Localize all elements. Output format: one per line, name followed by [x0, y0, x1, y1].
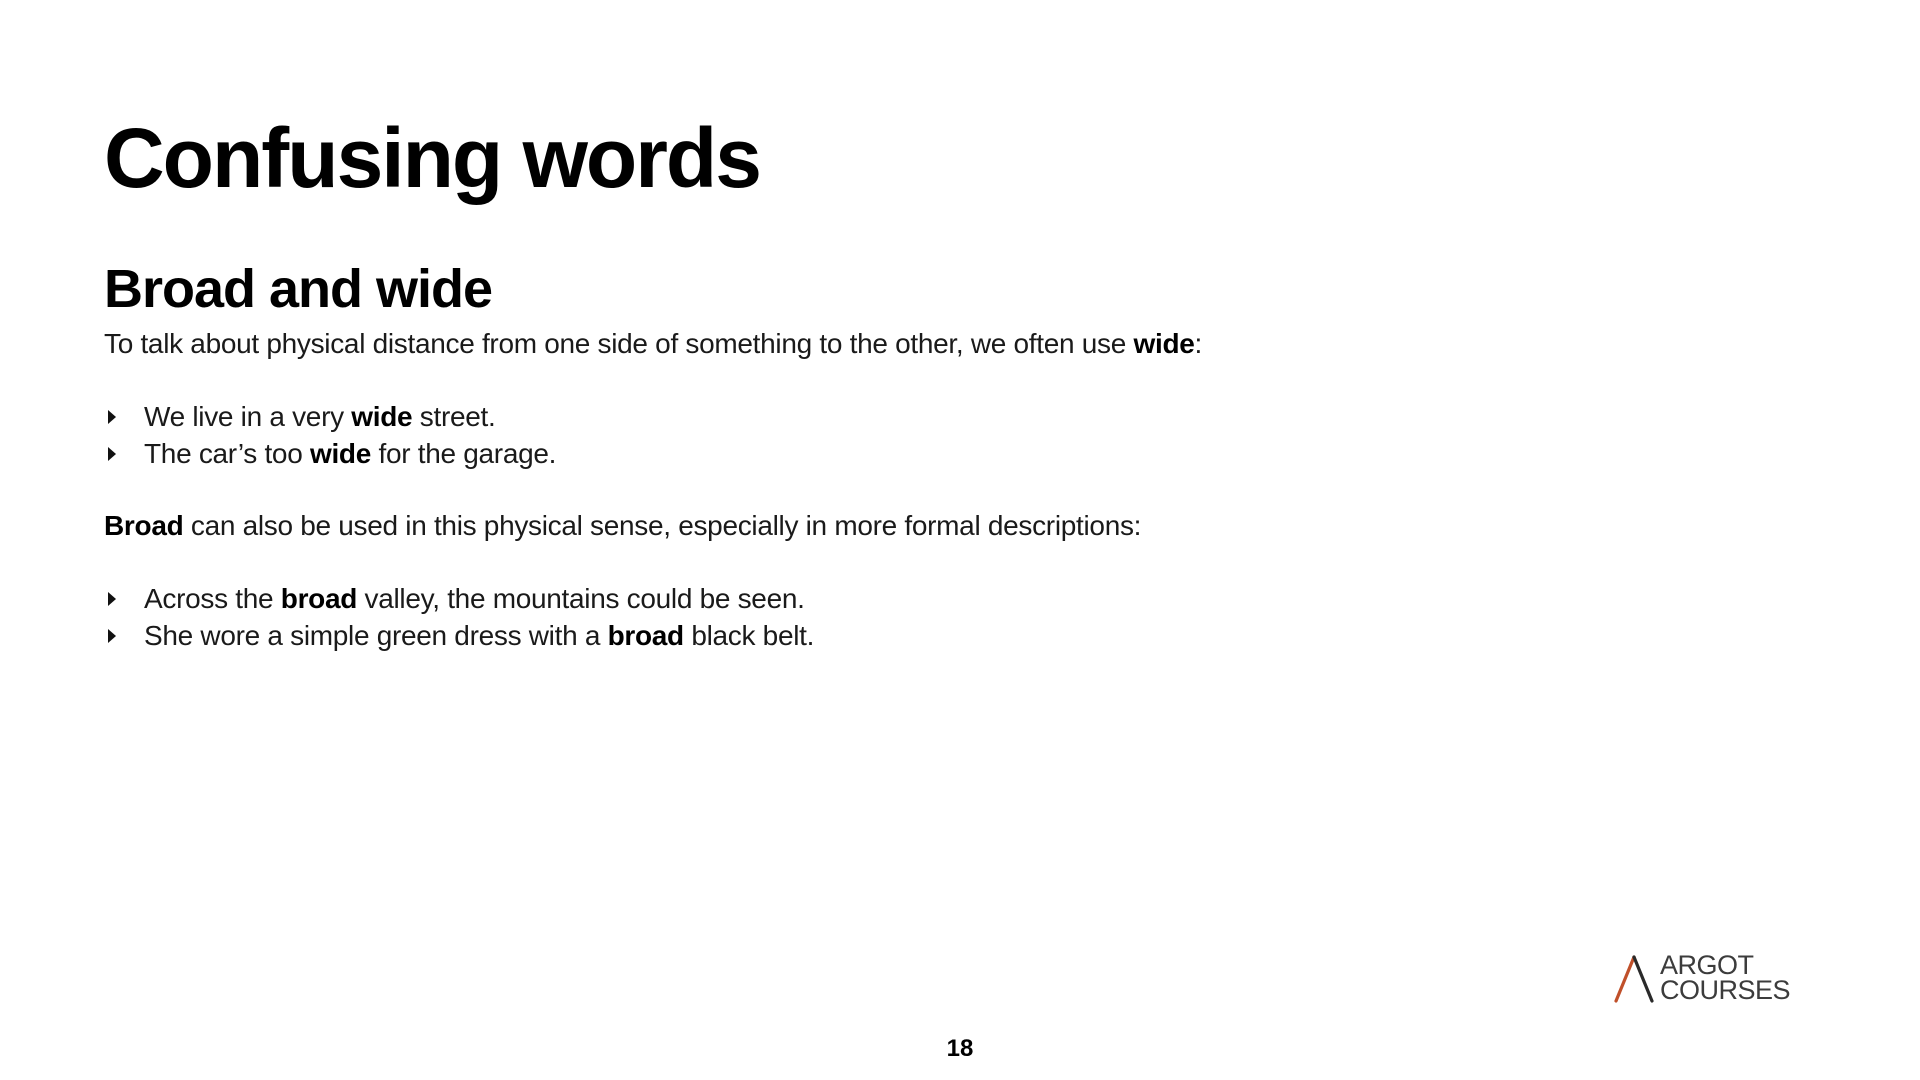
triangle-bullet-icon	[108, 447, 116, 461]
example-text: She wore a simple green dress with a	[144, 619, 608, 651]
example-text-end: black belt.	[683, 619, 815, 651]
argot-courses-logo	[1614, 950, 1794, 1005]
logo-accent-stroke	[1616, 957, 1634, 1001]
example-keyword: wide	[309, 437, 372, 469]
broad-intro-paragraph	[104, 508, 1141, 544]
list-item	[104, 618, 814, 655]
logo-line-2: COURSES	[1660, 975, 1791, 1005]
example-text-end: for the garage.	[371, 437, 557, 469]
example-text-end: street.	[412, 401, 496, 432]
example-keyword: wide	[351, 401, 413, 432]
logo-text	[1660, 950, 1791, 1005]
triangle-bullet-icon	[108, 592, 116, 606]
broad-examples-list	[104, 581, 814, 654]
list-item	[104, 436, 556, 473]
logo-mark-icon	[1614, 955, 1654, 1003]
slide-title: Confusing words	[104, 111, 760, 205]
example-keyword: broad	[607, 619, 684, 651]
intro-text-end: :	[1194, 328, 1203, 359]
triangle-bullet-icon	[108, 410, 116, 424]
broad-intro-text: can also be used in this physical sense, especially in more formal descriptions:	[183, 510, 1142, 541]
list-item	[104, 399, 556, 436]
example-keyword: broad	[280, 583, 358, 614]
intro-paragraph	[104, 326, 1202, 362]
example-text: The car’s too	[144, 437, 310, 469]
intro-keyword: wide	[1133, 328, 1195, 359]
example-text-end: valley, the mountains could be seen.	[357, 583, 805, 614]
example-text: We live in a very	[144, 401, 352, 432]
logo-line-1: ARGOT	[1660, 950, 1754, 980]
wide-examples-list	[104, 399, 556, 472]
example-text: Across the	[144, 583, 281, 614]
logo-dark-stroke	[1634, 957, 1652, 1001]
section-heading: Broad and wide	[104, 259, 493, 319]
intro-text: To talk about physical distance from one side of something to the other, we often use	[104, 328, 1134, 359]
triangle-bullet-icon	[108, 629, 116, 643]
broad-intro-keyword: Broad	[104, 510, 184, 541]
page-number: 18	[946, 1035, 974, 1062]
list-item	[104, 581, 814, 618]
